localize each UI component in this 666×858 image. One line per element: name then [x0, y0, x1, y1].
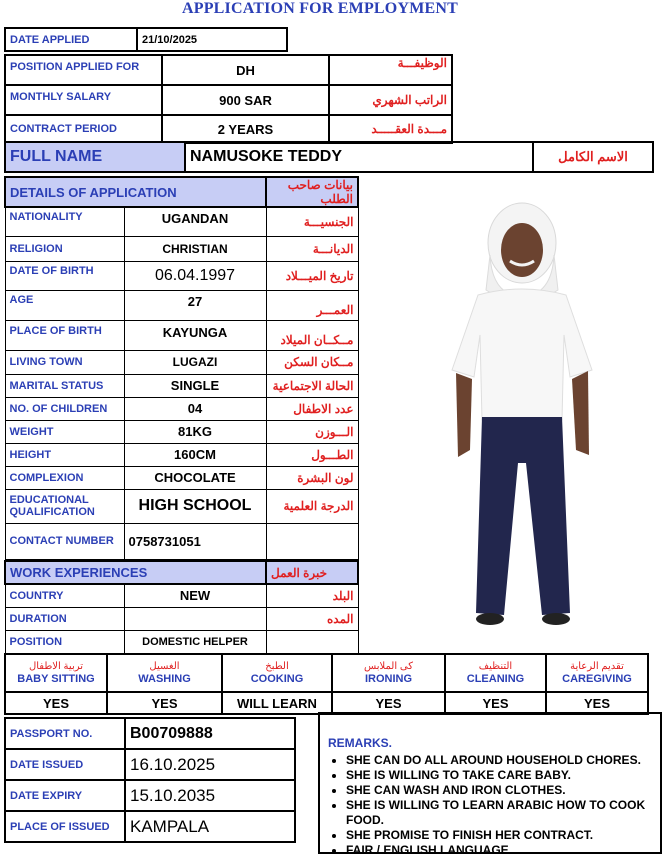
skill-header: [222, 654, 332, 692]
passport-value: 15.10.2035: [125, 780, 295, 811]
skill-value: YES: [445, 692, 546, 714]
detail-value: 27: [124, 290, 266, 320]
detail-label: NATIONALITY: [5, 207, 124, 236]
detail-ar: الحالة الاجتماعية: [266, 374, 358, 397]
work-label: COUNTRY: [5, 584, 124, 607]
detail-value: 81KG: [124, 420, 266, 443]
detail-value: 04: [124, 397, 266, 420]
date-applied-value: 21/10/2025: [137, 28, 287, 51]
remark-item: • SHE CAN DO ALL AROUND HOUSEHOLD CHORES.: [346, 753, 652, 768]
contract-label: CONTRACT PERIOD: [5, 115, 162, 143]
detail-label: COMPLEXION: [5, 466, 124, 489]
salary-label: MONTHLY SALARY: [5, 85, 162, 115]
work-label: DURATION: [5, 607, 124, 630]
applicant-photo: [442, 195, 607, 635]
detail-value: 0758731051: [124, 523, 266, 559]
work-ar: المده: [266, 607, 358, 630]
detail-label: HEIGHT: [5, 443, 124, 466]
detail-value: SINGLE: [124, 374, 266, 397]
detail-value: UGANDAN: [124, 207, 266, 236]
detail-label: WEIGHT: [5, 420, 124, 443]
details-header: DETAILS OF APPLICATION: [5, 177, 266, 207]
detail-label: AGE: [5, 290, 124, 320]
page-title: APPLICATION FOR EMPLOYMENT: [181, 0, 458, 17]
contract-value: 2 YEARS: [162, 115, 329, 143]
detail-value: CHOCOLATE: [124, 466, 266, 489]
remarks-box: [318, 712, 662, 857]
detail-value: 06.04.1997: [124, 261, 266, 290]
passport-label: DATE ISSUED: [5, 749, 125, 780]
detail-label: NO. OF CHILDREN: [5, 397, 124, 420]
detail-ar: الطـــول: [266, 443, 358, 466]
skill-header: [107, 654, 222, 692]
detail-ar: لون البشرة: [266, 466, 358, 489]
remark-item: • SHE PROMISE TO FINISH HER CONTRACT.: [346, 828, 652, 843]
skill-header: [445, 654, 546, 692]
skill-value: WILL LEARN: [222, 692, 332, 714]
position-value: DH: [162, 55, 329, 85]
full-name-ar: الاسم الكامل: [533, 142, 653, 172]
skill-ar: كى الملابس: [364, 661, 413, 672]
detail-label: EDUCATIONAL QUALIFICATION: [5, 489, 124, 523]
detail-ar: الدرجة العلمية: [266, 489, 358, 523]
detail-ar: الديانـــة: [266, 236, 358, 261]
skill-header: [546, 654, 648, 692]
detail-value: LUGAZI: [124, 350, 266, 374]
work-header: WORK EXPERIENCES: [5, 561, 266, 584]
detail-label: PLACE OF BIRTH: [5, 320, 124, 350]
skill-value: YES: [107, 692, 222, 714]
work-value: NEW: [124, 584, 266, 607]
detail-label: LIVING TOWN: [5, 350, 124, 374]
remarks-title: REMARKS.: [328, 736, 393, 750]
work-value: [124, 607, 266, 630]
skill-en: IRONING: [364, 673, 413, 685]
skill-ar: الطبخ: [265, 661, 289, 672]
detail-value: CHRISTIAN: [124, 236, 266, 261]
passport-table: [4, 717, 296, 843]
full-name-table: [4, 141, 654, 173]
detail-label: CONTACT NUMBER: [5, 523, 124, 559]
skill-en: COOKING: [250, 673, 304, 685]
details-table: [4, 176, 359, 560]
position-table: [4, 54, 453, 144]
work-table: [4, 560, 359, 654]
skills-table: [4, 653, 649, 715]
skill-ar: تقديم الرعاية: [570, 661, 624, 672]
detail-value: KAYUNGA: [124, 320, 266, 350]
details-header-ar: بيانات صاحب الطلب: [266, 177, 358, 207]
detail-ar: الـــوزن: [266, 420, 358, 443]
remark-item: • SHE CAN WASH AND IRON CLOTHES.: [346, 783, 652, 798]
detail-value: HIGH SCHOOL: [124, 489, 266, 523]
salary-value: 900 SAR: [162, 85, 329, 115]
skill-value: YES: [332, 692, 445, 714]
remark-item: • SHE IS WILLING TO TAKE CARE BABY.: [346, 768, 652, 783]
work-ar: البلد: [266, 584, 358, 607]
detail-ar: مــكــان الميلاد: [266, 320, 358, 350]
work-value: DOMESTIC HELPER: [124, 630, 266, 653]
work-label: POSITION: [5, 630, 124, 653]
skill-ar: الغسيل: [149, 661, 180, 672]
detail-label: RELIGION: [5, 236, 124, 261]
date-applied-label: DATE APPLIED: [5, 28, 137, 51]
passport-label: PLACE OF ISSUED: [5, 811, 125, 842]
skill-en: CAREGIVING: [562, 673, 632, 685]
skill-en: CLEANING: [466, 673, 525, 685]
salary-ar: الراتب الشهري: [329, 85, 452, 115]
detail-ar: مــكان السكن: [266, 350, 358, 374]
skill-ar: تربية الاطفال: [28, 661, 84, 672]
detail-ar: تاريخ الميـــلاد: [266, 261, 358, 290]
skill-header: [332, 654, 445, 692]
work-header-ar: خبرة العمل: [266, 561, 358, 584]
contract-ar: مـــدة العقـــــد: [329, 115, 452, 143]
remark-item: • FAIR / ENGLISH LANGUAGE: [346, 843, 652, 858]
detail-ar: [266, 523, 358, 559]
skill-header: [5, 654, 107, 692]
passport-label: PASSPORT NO.: [5, 718, 125, 749]
passport-value: B00709888: [125, 718, 295, 749]
remarks-list: [328, 753, 652, 858]
full-name-value: NAMUSOKE TEDDY: [185, 142, 533, 172]
full-name-label: FULL NAME: [5, 142, 185, 172]
detail-ar: الجنسيـــة: [266, 207, 358, 236]
passport-label: DATE EXPIRY: [5, 780, 125, 811]
position-label: POSITION APPLIED FOR: [5, 55, 162, 85]
detail-label: MARITAL STATUS: [5, 374, 124, 397]
detail-label: DATE OF BIRTH: [5, 261, 124, 290]
position-ar: الوظيفـــة: [329, 55, 452, 85]
skill-value: YES: [546, 692, 648, 714]
skill-en: BABY SITTING: [17, 673, 95, 685]
passport-value: KAMPALA: [125, 811, 295, 842]
detail-value: 160CM: [124, 443, 266, 466]
passport-value: 16.10.2025: [125, 749, 295, 780]
date-applied-table: [4, 27, 288, 52]
skill-ar: التنظيف: [478, 661, 513, 672]
detail-ar: عدد الاطفال: [266, 397, 358, 420]
skill-en: WASHING: [138, 673, 191, 685]
work-ar: [266, 630, 358, 653]
skill-value: YES: [5, 692, 107, 714]
detail-ar: العمـــر: [266, 290, 358, 320]
remark-item: • SHE IS WILLING TO LEARN ARABIC HOW TO COOK FOOD.: [346, 798, 652, 828]
